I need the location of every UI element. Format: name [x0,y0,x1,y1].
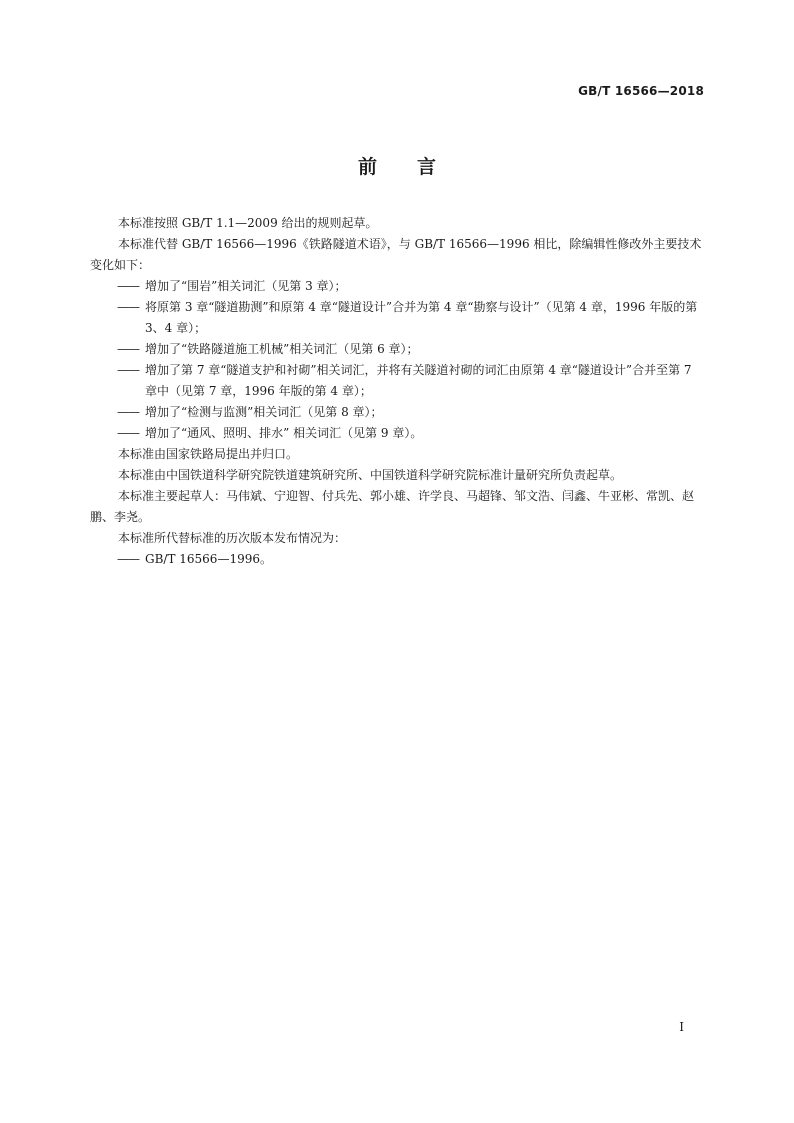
dash-marker: —— [117,300,139,314]
list-item-text: 增加了“通风、照明、排水” 相关词汇（见第 9 章）。 [145,426,423,440]
list-item-change [90,360,706,402]
list-item-change [90,276,706,297]
page-number: I [679,1020,684,1034]
paragraph-proposer: 本标准由国家铁路局提出并归口。 [118,447,299,461]
list-item-text: 增加了“检测与监测”相关词汇（见第 8 章）； [145,405,383,419]
document-body [90,213,706,570]
paragraph-version-history: 本标准所代替标准的历次版本发布情况为： [118,531,347,545]
list-item-text: GB/T 16566—1996。 [145,552,272,566]
paragraph-drafters: 本标准主要起草人：马伟斌、宁迎智、付兵先、郭小雄、许学良、马超锋、邹文浩、闫鑫、牛亚彬、常凯、赵鹏、李尧。 [90,489,695,524]
list-item-change [90,423,706,444]
paragraph-replacement: 本标准代替 GB/T 16566—1996《铁路隧道术语》，与 GB/T 16566—1996 相比，除编辑性修改外主要技术变化如下： [90,237,702,272]
list-item-previous-version [90,549,706,570]
list-item-change [90,297,706,339]
dash-marker: —— [117,363,139,377]
list-item-text: 增加了第 7 章“隧道支护和衬砌”相关词汇，并将有关隧道衬砌的词汇由原第 4 章“隧道设计”合并至第 7 章中（见第 7 章，1996 年版的第 4 章）； [145,363,692,398]
dash-marker: —— [117,342,139,356]
page-title: 前言 [357,156,476,178]
list-item-change [90,339,706,360]
paragraph-drafting-rules: 本标准按照 GB/T 1.1—2009 给出的规则起草。 [118,216,378,230]
standard-code: GB/T 16566—2018 [578,84,704,98]
dash-marker: —— [117,279,139,293]
list-item-text: 将原第 3 章“隧道勘测”和原第 4 章“隧道设计”合并为第 4 章“勘察与设计”（见第 4 章，1996 年版的第 3、4 章）； [145,300,698,335]
list-item-text: 增加了“铁路隧道施工机械”相关词汇（见第 6 章）； [145,342,419,356]
dash-marker: —— [117,552,139,566]
list-item-text: 增加了“围岩”相关词汇（见第 3 章）； [145,279,347,293]
list-item-change [90,402,706,423]
dash-marker: —— [117,405,139,419]
paragraph-drafting-units: 本标准由中国铁道科学研究院铁道建筑研究所、中国铁道科学研究院标准计量研究所负责起草。 [118,468,623,482]
dash-marker: —— [117,426,139,440]
